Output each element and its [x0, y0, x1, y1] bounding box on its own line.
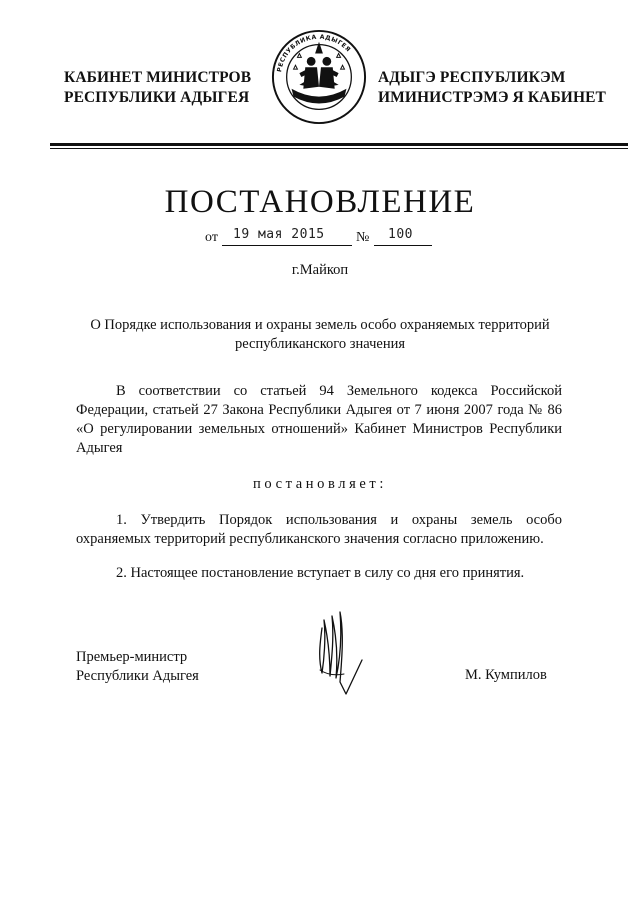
date-number-row: [200, 226, 460, 248]
number-value: 100: [388, 227, 413, 242]
subject-line1: О Порядке использования и охраны земель особо охраняемых территорий: [90, 317, 550, 333]
number-underline: [374, 245, 432, 246]
header-right-line2: ИМИНИСТРЭМЭ Я КАБИНЕТ: [377, 89, 606, 106]
handwritten-signature-icon: [300, 598, 380, 708]
emblem-ring-text: РЕСПУБЛИКА АДЫГЕЯ: [276, 33, 352, 73]
date-label: от: [205, 230, 218, 245]
city: г.Майкоп: [291, 262, 349, 278]
point-2: 2. Настоящее постановление вступает в силу со дня его принятия.: [116, 565, 525, 581]
header-left: [64, 68, 251, 108]
header-divider-thick: [50, 143, 628, 146]
header-divider-thin: [50, 148, 628, 149]
header-right: [378, 68, 606, 108]
signatory-name: М. Кумпилов: [465, 667, 547, 683]
position-line1: Премьер-министр: [76, 649, 188, 665]
number-label: №: [356, 230, 370, 245]
decree-word: постановляет:: [253, 476, 387, 492]
coat-of-arms-icon: [270, 28, 368, 126]
header-left-line1: КАБИНЕТ МИНИСТРОВ: [64, 69, 252, 86]
point-1: 1. Утвердить Порядок использования и охраны земель особо охраняемых территорий республиканского значения согласно приложению.: [76, 512, 562, 547]
date-value: 19 мая 2015: [233, 227, 325, 242]
header-right-line1: АДЫГЭ РЕСПУБЛИКЭМ: [377, 69, 566, 86]
date-underline: [222, 245, 352, 246]
document-title: ПОСТАНОВЛЕНИЕ: [164, 184, 476, 220]
position-line2: Республики Адыгея: [76, 668, 199, 684]
signatory-position: [76, 648, 199, 686]
document-subject: [60, 316, 580, 354]
header-left-line2: РЕСПУБЛИКИ АДЫГЕЯ: [64, 89, 250, 106]
basis-paragraph: В соответствии со статьей 94 Земельного кодекса Российской Федерации, статьей 27 Закона Республики Адыгея от 7 июня 2007 года № 86 «О регулировании земельных отношений» Кабинет Министров Республики Адыгея: [76, 383, 562, 456]
subject-line2: республиканского значения: [234, 336, 406, 352]
